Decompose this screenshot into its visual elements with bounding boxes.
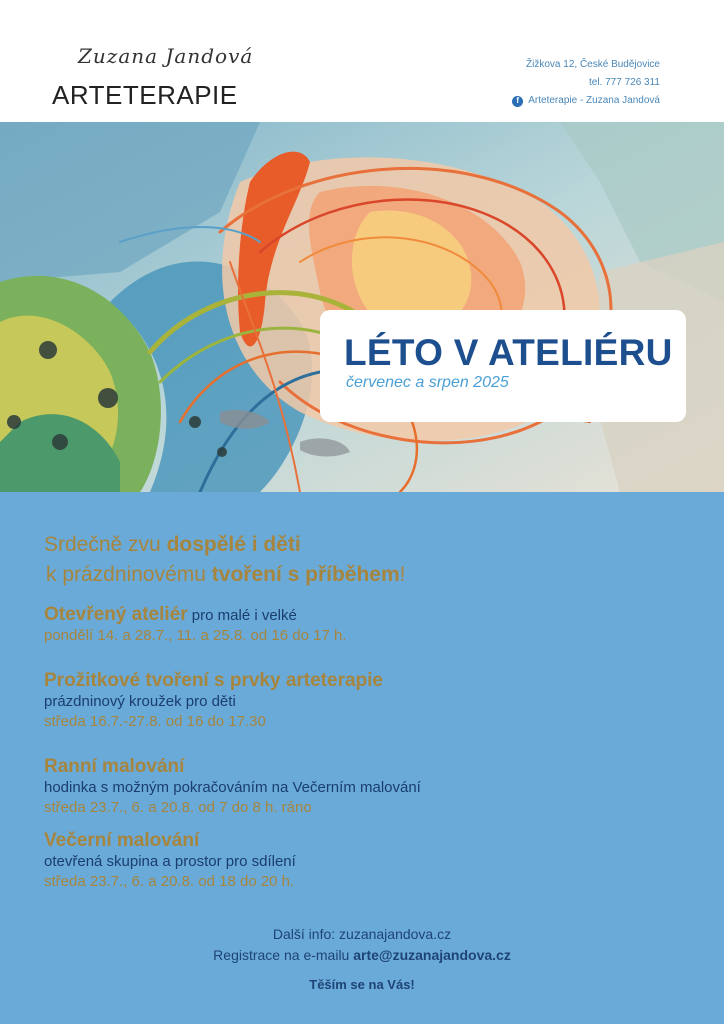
footer [0, 924, 724, 992]
event-title-text: Ranní malování [44, 756, 185, 777]
contact-info [512, 56, 660, 110]
facebook-icon: f [512, 96, 523, 107]
event-morning [44, 756, 421, 818]
brand-script-name: Zuzana Jandová [78, 44, 254, 68]
email-link[interactable]: arte@zuzanajandova.cz [353, 947, 511, 963]
intro-line2-bold: tvoření s příběhem [211, 563, 400, 586]
event-date: pondělí 14. a 28.7., 11. a 25.8. od 16 do 17 h. [44, 627, 347, 644]
hero-painting [0, 122, 724, 492]
intro-text [44, 530, 406, 590]
intro-line2-pre: k prázdninovému [46, 563, 212, 586]
event-date: středa 23.7., 6. a 20.8. od 18 do 20 h. [44, 873, 295, 890]
footer-closing: Těším se na Vás! [309, 977, 415, 992]
event-desc: otevřená skupina a prostor pro sdílení [44, 853, 296, 870]
event-inline-desc: pro malé i velké [187, 607, 297, 624]
brand-title: ARTETERAPIE [52, 80, 238, 110]
footer-info: Další info: zuzanajandova.cz [272, 926, 452, 942]
event-evening [44, 830, 296, 892]
title-card [320, 310, 686, 422]
event-desc: hodinka s možným pokračováním na Večerním malování [44, 779, 421, 796]
facebook-label: Arteterapie - Zuzana Jandová [528, 95, 660, 106]
intro-line1-bold: dospělé i děti [166, 533, 301, 556]
event-title-text: Otevřený ateliér [44, 604, 188, 625]
header [0, 0, 724, 122]
footer-reg-pre: Registrace na e-mailu [213, 947, 354, 963]
event-date: středa 23.7., 6. a 20.8. od 7 do 8 h. ráno [44, 799, 312, 816]
event-experiential [44, 670, 383, 732]
info-section [0, 492, 724, 1024]
intro-line2-post: ! [399, 563, 406, 586]
event-open-atelier [44, 604, 346, 646]
event-date: středa 16.7.-27.8. od 16 do 17.30 [44, 713, 266, 730]
intro-line1-pre: Srdečně zvu [44, 533, 167, 556]
event-title-text: Večerní malování [44, 830, 200, 851]
phone-text: tel. 777 726 311 [589, 77, 660, 88]
event-title-text: Prožitkové tvoření s prvky arteterapie [44, 670, 383, 691]
watercolor-artwork [0, 122, 724, 492]
event-desc: prázdninový kroužek pro děti [44, 693, 236, 710]
footer-registration [0, 945, 724, 966]
event-title: LÉTO V ATELIÉRU [344, 332, 673, 373]
facebook-link[interactable] [512, 92, 660, 110]
address-text: Žižkova 12, České Budějovice [526, 59, 660, 70]
event-subtitle: červenec a srpen 2025 [346, 374, 509, 391]
